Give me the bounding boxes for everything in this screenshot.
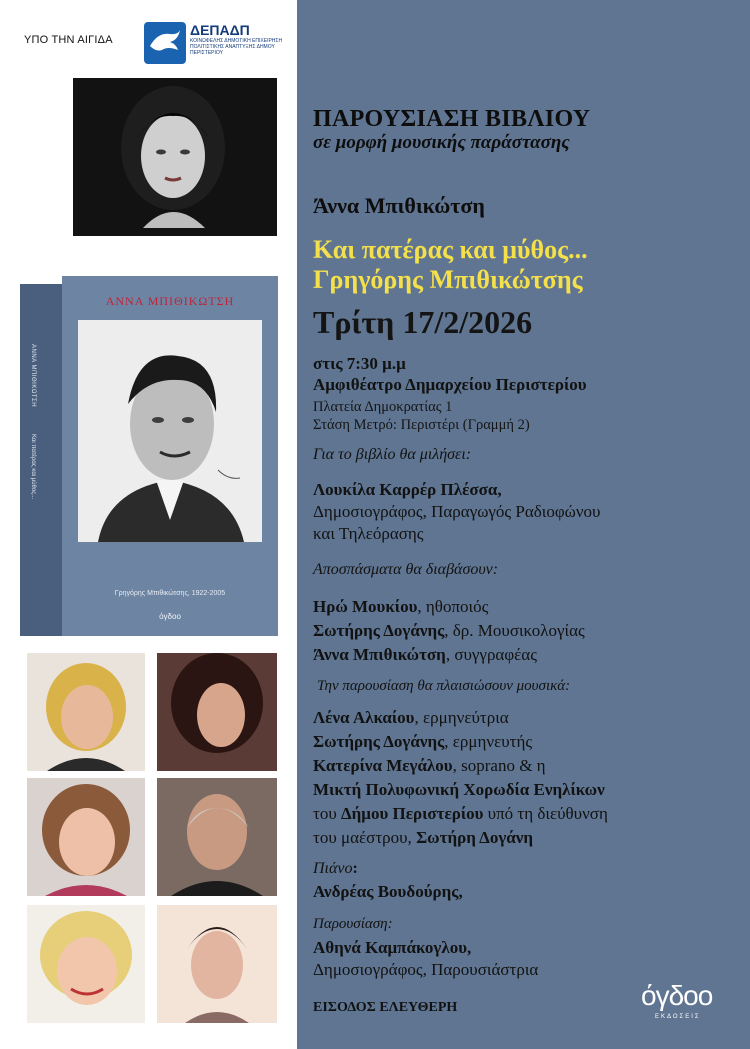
performer-photo-3 xyxy=(27,778,145,896)
book-subtitle: Γρηγόρης Μπιθικώτσης, 1922-2005 xyxy=(114,590,226,597)
event-time: στις 7:30 μ.μ xyxy=(313,354,406,373)
book-title-line2: Γρηγόρης Μπιθικώτσης xyxy=(313,265,583,294)
event-day: Τρίτη xyxy=(313,304,395,340)
dove-icon xyxy=(144,22,186,64)
book-portrait-photo xyxy=(78,320,262,542)
speaker-role-line2: και Τηλεόρασης xyxy=(313,524,424,543)
depadp-logo xyxy=(144,20,284,66)
logo-subtitle: ΚΟΙΝΩΦΕΛΗΣ ΔΗΜΟΤΙΚΗ ΕΠΙΧΕΙΡΗΣΗ ΠΟΛΙΤΙΣΤΙΚΗΣ ΑΝΑΠΤΥΞΗΣ ΔΗΜΟΥ ΠΕΡΙΣΤΕΡΙΟΥ xyxy=(190,38,283,56)
presentation-heading: ΠΑΡΟΥΣΙΑΣΗ ΒΙΒΛΙΟΥ xyxy=(313,106,591,132)
piano-label: Πιάνο: xyxy=(313,860,358,877)
free-entry: ΕΙΣΟΔΟΣ ΕΛΕΥΘΕΡΗ xyxy=(313,1000,458,1015)
speakers-label: Για το βιβλίο θα μιλήσει: xyxy=(313,446,472,463)
publisher-logo: όγδοο ΕΚΔΟΣΕΙΣ xyxy=(641,980,713,1020)
choir-line3: του μαέστρου, Σωτήρη Δογάνη xyxy=(313,828,534,847)
performer-photo-4 xyxy=(157,778,277,896)
book-cover xyxy=(20,276,278,636)
performer-photo-1 xyxy=(27,653,145,771)
author-portrait xyxy=(73,78,277,236)
author-name: Άννα Μπιθικώτση xyxy=(313,193,485,218)
patronage-label: ΥΠΟ ΤΗΝ ΑΙΓΙΔΑ xyxy=(24,34,113,46)
host-role: Δημοσιογράφος, Παρουσιάστρια xyxy=(313,960,539,979)
choir-line2: του Δήμου Περιστερίου υπό τη διεύθυνση xyxy=(313,804,608,823)
host-label: Παρουσίαση: xyxy=(313,916,393,932)
musician-item: Κατερίνα Μεγάλου, soprano & η xyxy=(313,756,546,775)
reader-item: Άννα Μπιθικώτση, συγγραφέας xyxy=(313,645,537,664)
musician-item: Λένα Αλκαίου, ερμηνεύτρια xyxy=(313,708,509,727)
book-spine: ΑΝΝΑ ΜΠΙΘΙΚΩΤΣΗ Και πατέρας και μύθος... xyxy=(20,284,62,636)
reader-item: Ηρώ Μουκίου, ηθοποιός xyxy=(313,597,489,616)
music-label: Την παρουσίαση θα πλαισιώσουν μουσικά: xyxy=(317,678,571,694)
book-front xyxy=(62,276,278,636)
choir-line1: Μικτή Πολυφωνική Χορωδία Ενηλίκων xyxy=(313,780,605,799)
reader-item: Σωτήρης Δογάνης, δρ. Μουσικολογίας xyxy=(313,621,585,640)
event-metro: Στάση Μετρό: Περιστέρι (Γραμμή 2) xyxy=(313,417,530,433)
event-date-value: 17/2/2026 xyxy=(402,304,533,340)
book-publisher: όγδοο xyxy=(159,612,181,621)
speaker-name: Λουκίλα Καρρέρ Πλέσσα, xyxy=(313,480,502,499)
event-venue: Αμφιθέατρο Δημαρχείου Περιστερίου xyxy=(313,375,587,394)
logo-title: ΔΕΠΑΔΠ xyxy=(190,22,250,38)
event-address: Πλατεία Δημοκρατίας 1 xyxy=(313,399,453,415)
host-name: Αθηνά Καμπάκογλου, xyxy=(313,938,472,957)
event-date xyxy=(313,304,532,341)
pianist-name: Ανδρέας Βουδούρης, xyxy=(313,882,463,901)
performer-photo-5 xyxy=(27,905,145,1023)
readers-label: Αποσπάσματα θα διαβάσουν: xyxy=(313,561,499,578)
speaker-role-line1: Δημοσιογράφος, Παραγωγός Ραδιοφώνου xyxy=(313,502,601,521)
book-title-line1: Και πατέρας και μύθος... xyxy=(313,235,588,264)
event-info-panel xyxy=(297,0,750,1049)
musician-item: Σωτήρης Δογάνης, ερμηνευτής xyxy=(313,732,533,751)
book-author: ΑΝΝΑ ΜΠΙΘΙΚΩΤΣΗ xyxy=(105,294,235,308)
performer-photo-6 xyxy=(157,905,277,1023)
performer-photo-2 xyxy=(157,653,277,771)
presentation-subheading: σε μορφή μουσικής παράστασης xyxy=(313,132,570,153)
left-column xyxy=(0,0,297,1049)
